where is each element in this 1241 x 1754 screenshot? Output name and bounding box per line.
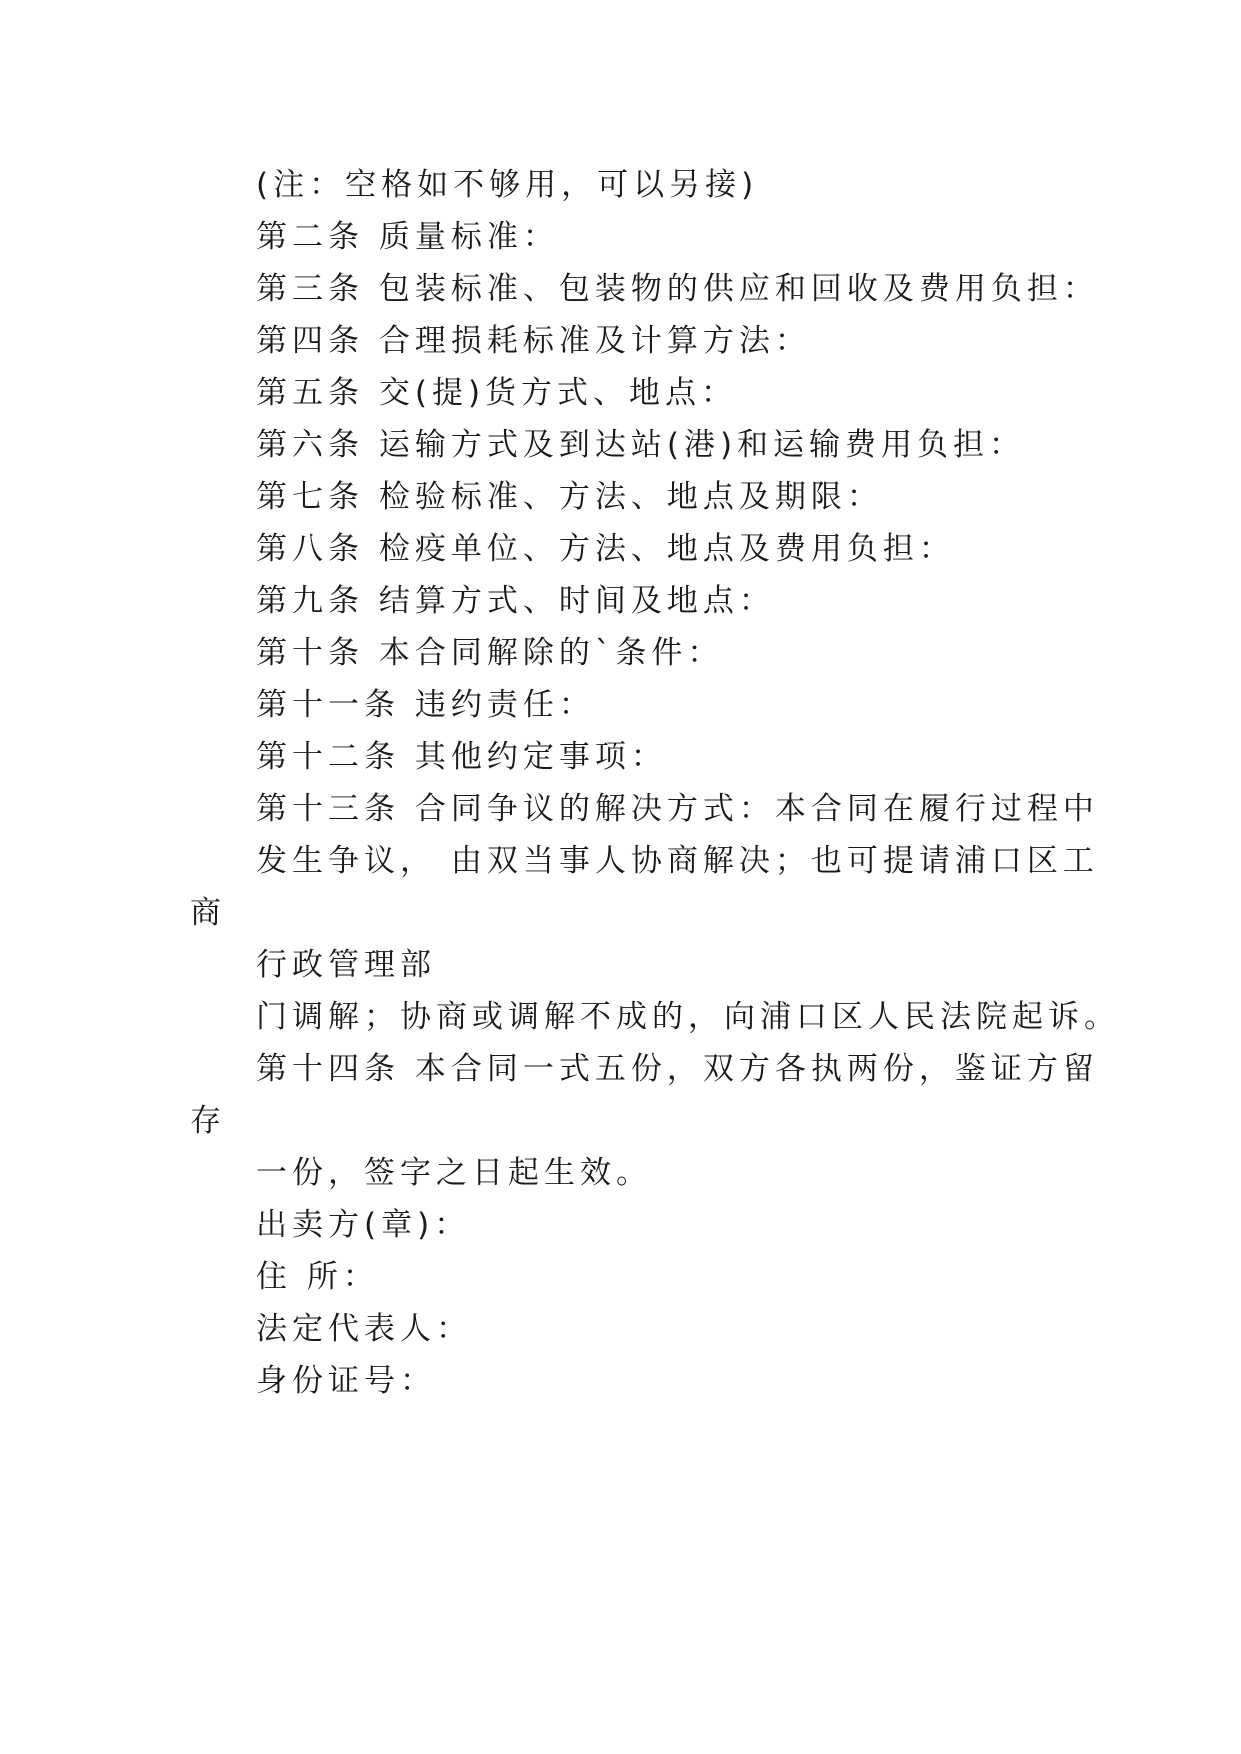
note-line: (注：空格如不够用，可以另接): [256, 167, 759, 203]
clause-12: 第十二条 其他约定事项：: [256, 739, 667, 775]
clause-13-continuation: 发生争议， 由双当事人协商解决；也可提请浦口区工: [256, 843, 1099, 879]
seller-seal-field: 出卖方(章)：: [256, 1207, 471, 1243]
clause-6: 第六条 运输方式及到达站(港)和运输费用负担：: [256, 427, 1026, 463]
clause-9: 第九条 结算方式、时间及地点：: [256, 583, 775, 619]
clause-2: 第二条 质量标准：: [256, 219, 559, 255]
clause-14: 第十四条 本合同一式五份，双方各执两份，鉴证方留: [256, 1051, 1099, 1087]
clause-11: 第十一条 违约责任：: [256, 687, 595, 723]
clause-8: 第八条 检疫单位、方法、地点及费用负担：: [256, 531, 955, 567]
clause-10: 第十条 本合同解除的`条件：: [256, 635, 724, 671]
id-number-field: 身份证号：: [256, 1363, 436, 1399]
clause-14-continuation: 一份，签字之日起生效。: [256, 1155, 652, 1191]
clause-3: 第三条 包装标准、包装物的供应和回收及费用负担：: [256, 271, 1099, 307]
clause-13-continuation-2: 行政管理部: [256, 947, 436, 983]
clause-13-wrap: 商: [190, 895, 226, 931]
legal-representative-field: 法定代表人：: [256, 1311, 472, 1347]
clause-13-continuation-3: 门调解；协商或调解不成的，向浦口区人民法院起诉。: [256, 999, 1120, 1035]
address-field: 住 所：: [256, 1259, 379, 1295]
clause-5: 第五条 交(提)货方式、地点：: [256, 375, 738, 411]
clause-7: 第七条 检验标准、方法、地点及期限：: [256, 479, 883, 515]
clause-13: 第十三条 合同争议的解决方式：本合同在履行过程中: [256, 791, 1099, 827]
clause-14-wrap: 存: [190, 1103, 226, 1139]
clause-4: 第四条 合理损耗标准及计算方法：: [256, 323, 811, 359]
